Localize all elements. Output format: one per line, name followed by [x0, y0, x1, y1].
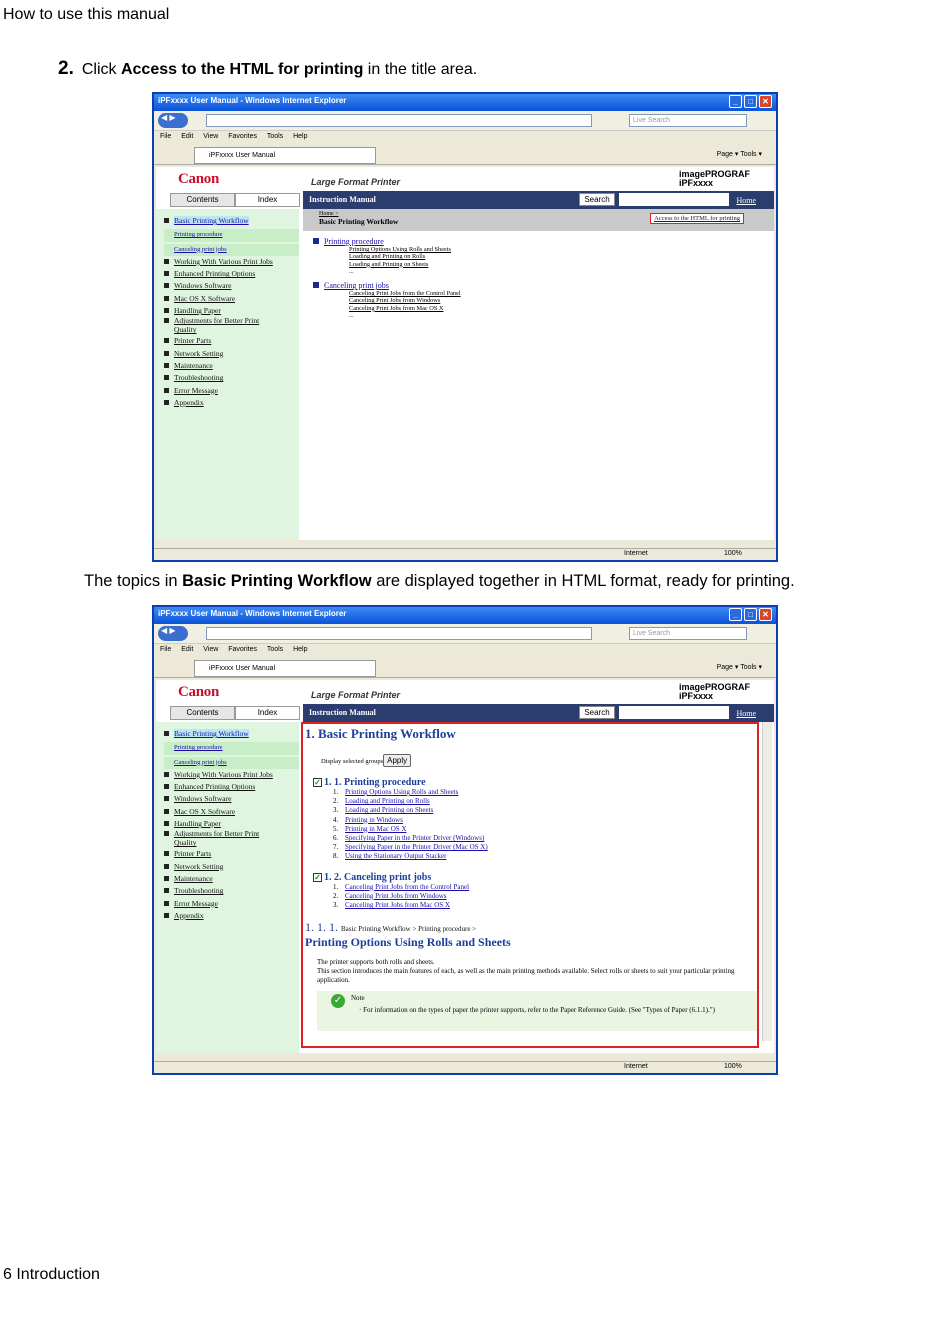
topic-link[interactable]: Printing in Mac OS X — [345, 824, 407, 833]
canon-logo: Canon — [178, 684, 220, 700]
toc-item[interactable]: Network Setting — [174, 861, 224, 871]
site-subtitle: Large Format Printer — [311, 177, 401, 187]
topic-link[interactable]: Loading and Printing on Sheets — [345, 806, 434, 815]
scrollbar[interactable] — [762, 722, 772, 1041]
toc-sub-item[interactable]: Printing procedure — [164, 229, 299, 241]
toc-item[interactable]: Appendix — [174, 397, 204, 407]
canon-logo: Canon — [178, 171, 220, 187]
section-heading: 1. 1. Printing procedure — [324, 777, 426, 788]
search-input[interactable] — [619, 706, 729, 719]
section-heading: 1. 2. Canceling print jobs — [324, 871, 432, 883]
screenshot-browser-2 — [152, 605, 778, 1075]
step-target: Access to the HTML for printing — [120, 61, 364, 78]
toc-item[interactable]: Printer Parts — [174, 336, 212, 346]
browser-tab[interactable]: iPFxxxx User Manual — [194, 147, 376, 164]
address-bar — [154, 624, 776, 644]
topic-link[interactable]: Canceling Print Jobs from Windows — [345, 891, 447, 900]
topic-link[interactable]: Loading and Printing on Sheets — [349, 260, 429, 268]
toc-item[interactable]: Windows Software — [174, 794, 232, 804]
running-header: How to use this manual — [3, 6, 170, 23]
live-search-input[interactable]: Live Search — [629, 114, 747, 127]
menu-bar[interactable]: File Edit View Favorites Tools Help — [154, 644, 776, 658]
topic-link[interactable]: Using the Stationary Output Stacker — [345, 852, 447, 861]
toc-item[interactable]: Mac OS X Software — [174, 806, 236, 816]
window-title: iPFxxxx User Manual - Windows Internet Explorer _ □ ✕ — [154, 607, 776, 624]
toc-item[interactable]: Appendix — [174, 910, 204, 920]
step-instruction: 2. Click Access to the HTML for printing in the title area. — [58, 58, 478, 79]
favorites-bar — [154, 658, 776, 678]
url-input[interactable] — [206, 627, 592, 640]
topic-link[interactable]: Printing Options Using Rolls and Sheets — [349, 246, 451, 253]
topic-link[interactable]: Canceling Print Jobs from Mac OS X — [349, 304, 444, 312]
toc-item[interactable]: Troubleshooting — [174, 886, 224, 896]
group-checkbox[interactable]: ✓ — [314, 872, 321, 882]
toc-item[interactable]: Printer Parts — [174, 849, 212, 859]
toc-panel: Contents Index Basic Printing Workflow Printing procedure Canceling print jobs Working With Various Print Jobs Enhanced Printing Options Windows Software Mac OS X Software Handling Paper Adjustments for Better Print Quality Printer Parts Network Setting Maintenance Troubleshooting Error Message Appendix — [156, 191, 299, 540]
search-button[interactable]: Search — [579, 706, 615, 719]
toc-item[interactable]: Maintenance — [174, 360, 213, 370]
toc-item[interactable]: Handling Paper — [174, 819, 221, 829]
result-paragraph: The topics in Basic Printing Workflow are displayed together in HTML format, ready for printing. — [84, 572, 795, 590]
tab-contents[interactable]: Contents — [170, 706, 235, 720]
address-bar — [154, 111, 776, 131]
tab-contents[interactable]: Contents — [170, 193, 235, 207]
toc-item[interactable]: Working With Various Print Jobs — [174, 256, 273, 266]
topic-link[interactable]: Canceling Print Jobs from Mac OS X — [345, 901, 450, 910]
search-button[interactable]: Search — [579, 193, 615, 206]
topic-link[interactable]: Loading and Printing on Rolls — [349, 253, 426, 261]
page-title: 1. Basic Printing Workflow — [305, 726, 456, 741]
maximize-icon[interactable]: □ — [744, 95, 757, 108]
print-content-pane — [303, 722, 774, 1053]
command-bar[interactable]: Page ▾ Tools ▾ — [716, 151, 762, 158]
toc-item[interactable]: Troubleshooting — [174, 373, 224, 383]
screenshot-browser-1 — [152, 92, 778, 562]
toc-item[interactable]: Working With Various Print Jobs — [174, 769, 273, 779]
home-link[interactable]: Home — [736, 709, 756, 718]
access-html-printing-button[interactable]: Access to the HTML for printing — [650, 213, 744, 224]
toc-item-active[interactable]: Basic Printing Workflow — [174, 216, 249, 225]
maximize-icon[interactable]: □ — [744, 608, 757, 621]
toc-item[interactable]: Mac OS X Software — [174, 293, 236, 303]
step-number: 2. — [58, 58, 74, 79]
toc-item-active[interactable]: Basic Printing Workflow — [174, 729, 249, 738]
url-input[interactable] — [206, 114, 592, 127]
note-icon: ✓ — [331, 994, 345, 1008]
topic-link[interactable]: Canceling Print Jobs from the Control Panel — [345, 882, 470, 891]
site-area — [156, 167, 774, 540]
toc-item[interactable]: Error Message — [174, 385, 218, 395]
site-subtitle: Large Format Printer — [311, 690, 401, 700]
section-link[interactable]: Printing procedure — [313, 237, 774, 246]
site-header-bar: Instruction Manual Search Home — [303, 704, 774, 722]
content-pane: Home > Basic Printing Workflow Access to the HTML for printing Printing procedure Printing Options Using Rolls and Sheets Loading and Printing on Rolls Loading and Printing on Sheets ... Canceling print jobs Canceling Print Jobs from the Control Panel Canceling Print Jobs from Windows Canceling Print Jobs from Mac OS X ... — [303, 209, 774, 540]
toc-item[interactable]: Adjustments for Better Print — [174, 829, 260, 839]
toc-sub-item[interactable]: Canceling print jobs — [164, 757, 299, 769]
toc-item[interactable]: Enhanced Printing Options — [174, 269, 256, 279]
toc-item[interactable]: Adjustments for Better Print — [174, 316, 260, 326]
toc-item[interactable]: Network Setting — [174, 348, 224, 358]
toc-item[interactable]: Handling Paper — [174, 306, 221, 316]
topic-link[interactable]: Specifying Paper in the Printer Driver (Windows) — [345, 834, 485, 843]
note-box: ✓ Note · For information on the types of paper the printer supports, refer to the Paper Reference Guide. (See "Types of Paper (6.1.1).") — [317, 991, 757, 1031]
apply-button[interactable]: Apply — [383, 754, 411, 767]
search-input[interactable] — [619, 193, 729, 206]
breadcrumb: Home > Basic Printing Workflow Access to the HTML for printing — [303, 209, 774, 231]
close-icon[interactable]: ✕ — [759, 95, 772, 108]
toc-item[interactable]: Windows Software — [174, 281, 232, 291]
topic-heading: Printing Options Using Rolls and Sheets — [305, 935, 511, 950]
toc-item[interactable]: Maintenance — [174, 873, 213, 883]
back-forward-icon[interactable]: ◀ ▶ — [158, 626, 188, 641]
toc-sub-item[interactable]: Printing procedure — [164, 742, 299, 754]
browser-tab[interactable]: iPFxxxx User Manual — [194, 660, 376, 677]
printable-html-frame: 1. Basic Printing Workflow Display selected groups Apply ✓ 1. 1. Printing procedure 1. Printing Options Using Rolls and Sheets 2. Loading and Printing on Rolls 3. Loading and Printing on Sheets 4. Printing in Windows 5. Printing in Mac OS X 6. Specifying Paper in the Printer Driver (Windows) 7. Specifying Paper in the Printer Driver (Mac OS X) 8. Using the Stationary Output Stacker ✓ 1. 2. Canceling print jobs 1. Canceling Print Jobs from the Control Panel 2. Canceling Print Jobs from Windows 3. Canceling Print Jobs from Mac OS X 1. 1. 1. Basic Printing Workflow > Printing procedure > Printing Options Using Rolls and Sheets The printer supports both rolls and sheets. This section introduces the main features of each, as well as the main printing methods available. Select rolls or sheets to suit your particular printing application. ✓ Note · For information on the types of paper the printer supports, refer to the Paper Reference Guide. (See "Types of Paper (6.1.1).") — [301, 722, 759, 1048]
topic-link[interactable]: Loading and Printing on Rolls — [345, 797, 430, 806]
topic-link[interactable]: Printing in Windows — [345, 815, 403, 824]
imageprograf-logo: imagePROGRAF iPFxxxx — [678, 682, 750, 701]
site-area — [156, 680, 774, 1053]
group-checkbox[interactable]: ✓ — [314, 778, 321, 787]
menu-bar[interactable]: File Edit View Favorites Tools Help — [154, 131, 776, 145]
window-title: iPFxxxx User Manual - Windows Internet Explorer _ □ ✕ — [154, 94, 776, 111]
back-forward-icon[interactable]: ◀ ▶ — [158, 113, 188, 128]
toc-panel: Contents Index Basic Printing Workflow Printing procedure Canceling print jobs Working With Various Print Jobs Enhanced Printing Options Windows Software Mac OS X Software Handling Paper Adjustments for Better Print Quality Printer Parts Network Setting Maintenance Troubleshooting Error Message Appendix — [156, 704, 299, 1053]
status-bar: Internet 100% — [154, 1061, 776, 1073]
topic-link[interactable]: Canceling Print Jobs from Windows — [349, 297, 441, 305]
section-link[interactable]: Canceling print jobs — [313, 281, 774, 290]
live-search-input[interactable]: Live Search — [629, 627, 747, 640]
minimize-icon[interactable]: _ — [729, 608, 742, 621]
page-footer: 6 Introduction — [3, 1266, 100, 1283]
home-link[interactable]: Home — [736, 196, 756, 205]
tab-index[interactable]: Index — [235, 193, 300, 207]
toc-item[interactable]: Enhanced Printing Options — [174, 782, 256, 792]
tab-index[interactable]: Index — [235, 706, 300, 720]
toc-item[interactable]: Error Message — [174, 898, 218, 908]
close-icon[interactable]: ✕ — [759, 608, 772, 621]
imageprograf-logo: imagePROGRAF iPFxxxx — [678, 169, 750, 188]
topic-link[interactable]: Printing Options Using Rolls and Sheets — [345, 788, 459, 796]
command-bar[interactable]: Page ▾ Tools ▾ — [716, 664, 762, 671]
topic-link[interactable]: Canceling Print Jobs from the Control Panel — [349, 290, 461, 298]
site-header-bar: Instruction Manual Search Home — [303, 191, 774, 209]
status-bar: Internet 100% — [154, 548, 776, 560]
topic-link[interactable]: Specifying Paper in the Printer Driver (Mac OS X) — [345, 843, 488, 852]
minimize-icon[interactable]: _ — [729, 95, 742, 108]
favorites-bar — [154, 145, 776, 165]
toc-sub-item[interactable]: Canceling print jobs — [164, 244, 299, 256]
